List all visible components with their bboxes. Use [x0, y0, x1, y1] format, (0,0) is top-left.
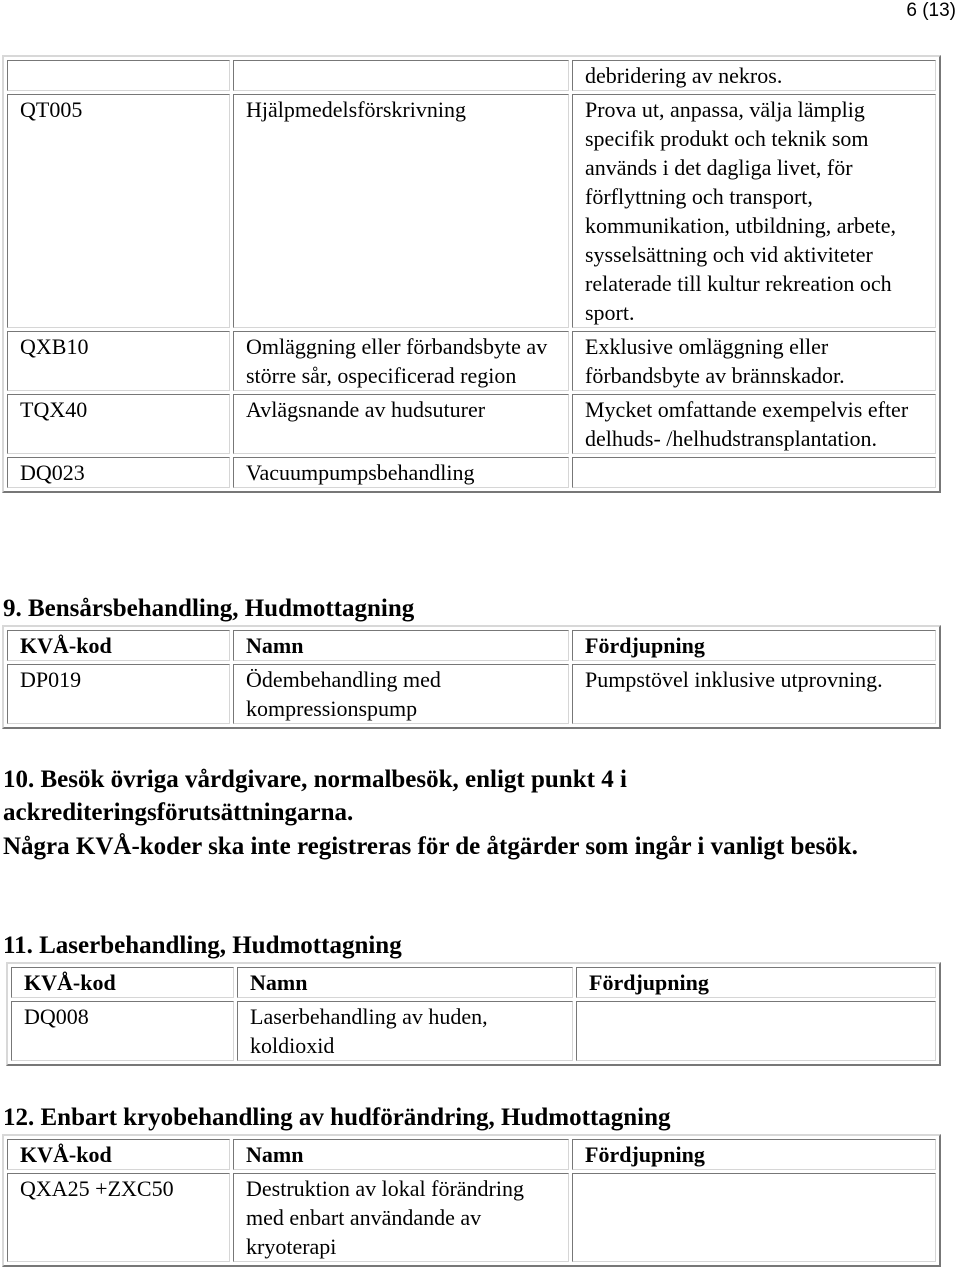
code-cell: DP019: [7, 664, 230, 724]
detail-cell: [572, 457, 936, 488]
table-row: [7, 94, 936, 328]
page-number: 6 (13): [906, 0, 956, 21]
header-name: Namn: [237, 967, 573, 998]
code-cell: QT005: [7, 94, 230, 328]
header-detail: Fördjupning: [572, 630, 936, 661]
name-cell: Ödembehandling med kompressionspump: [233, 664, 569, 724]
detail-cell: Mycket omfattande exempelvis efter delhuds- /helhudstransplantation.: [572, 394, 936, 454]
detail-cell: [572, 1173, 936, 1262]
table-row: [7, 331, 936, 391]
header-detail: Fördjupning: [576, 967, 936, 998]
kva-table-section-9: [2, 625, 941, 729]
name-cell: Laserbehandling av huden, koldioxid: [237, 1001, 573, 1061]
kva-table-continued: [2, 55, 941, 493]
header-detail: Fördjupning: [572, 1139, 936, 1170]
kva-table-section-11: [6, 962, 941, 1066]
table-row: [7, 394, 936, 454]
code-cell: QXA25 +ZXC50: [7, 1173, 230, 1262]
name-cell: [233, 60, 569, 91]
detail-cell: debridering av nekros.: [572, 60, 936, 91]
table-row: [11, 1001, 936, 1061]
kva-table-section-12: [2, 1134, 941, 1267]
name-cell: Vacuumpumpsbehandling: [233, 457, 569, 488]
detail-cell: [576, 1001, 936, 1061]
code-cell: DQ008: [11, 1001, 234, 1061]
table-header-row: [7, 1139, 936, 1170]
detail-cell: Pumpstövel inklusive utprovning.: [572, 664, 936, 724]
table-row: [7, 664, 936, 724]
section-9-heading: 9. Bensårsbehandling, Hudmottagning: [3, 595, 415, 622]
detail-cell: Exklusive omläggning eller förbandsbyte av brännskador.: [572, 331, 936, 391]
header-code: KVÅ-kod: [7, 630, 230, 661]
section-11-heading: 11. Laserbehandling, Hudmottagning: [3, 932, 402, 959]
code-cell: TQX40: [7, 394, 230, 454]
header-name: Namn: [233, 630, 569, 661]
header-code: KVÅ-kod: [7, 1139, 230, 1170]
detail-cell: Prova ut, anpassa, välja lämplig specifik produkt och teknik som används i det dagliga livet, för förflyttning och transport, kommunikation, utbildning, arbete, sysselsättning och vid aktiviteter relaterade till kultur rekreation och sport.: [572, 94, 936, 328]
header-name: Namn: [233, 1139, 569, 1170]
code-cell: QXB10: [7, 331, 230, 391]
table-header-row: [11, 967, 936, 998]
table-header-row: [7, 630, 936, 661]
section-10-subheading: Några KVÅ-koder ska inte registreras för de åtgärder som ingår i vanligt besök.: [3, 833, 858, 860]
table-row: [7, 1173, 936, 1262]
name-cell: Avlägsnande av hudsuturer: [233, 394, 569, 454]
table-row: [7, 60, 936, 91]
name-cell: Destruktion av lokal förändring med enbart användande av kryoterapi: [233, 1173, 569, 1262]
code-cell: [7, 60, 230, 91]
table-row: [7, 457, 936, 488]
header-code: KVÅ-kod: [11, 967, 234, 998]
name-cell: Hjälpmedelsförskrivning: [233, 94, 569, 328]
code-cell: DQ023: [7, 457, 230, 488]
section-12-heading: 12. Enbart kryobehandling av hudförändring, Hudmottagning: [3, 1104, 671, 1131]
name-cell: Omläggning eller förbandsbyte av större sår, ospecificerad region: [233, 331, 569, 391]
section-10-heading: 10. Besök övriga vårdgivare, normalbesök, enligt punkt 4 i ackrediteringsförutsättningarna.: [3, 766, 627, 826]
